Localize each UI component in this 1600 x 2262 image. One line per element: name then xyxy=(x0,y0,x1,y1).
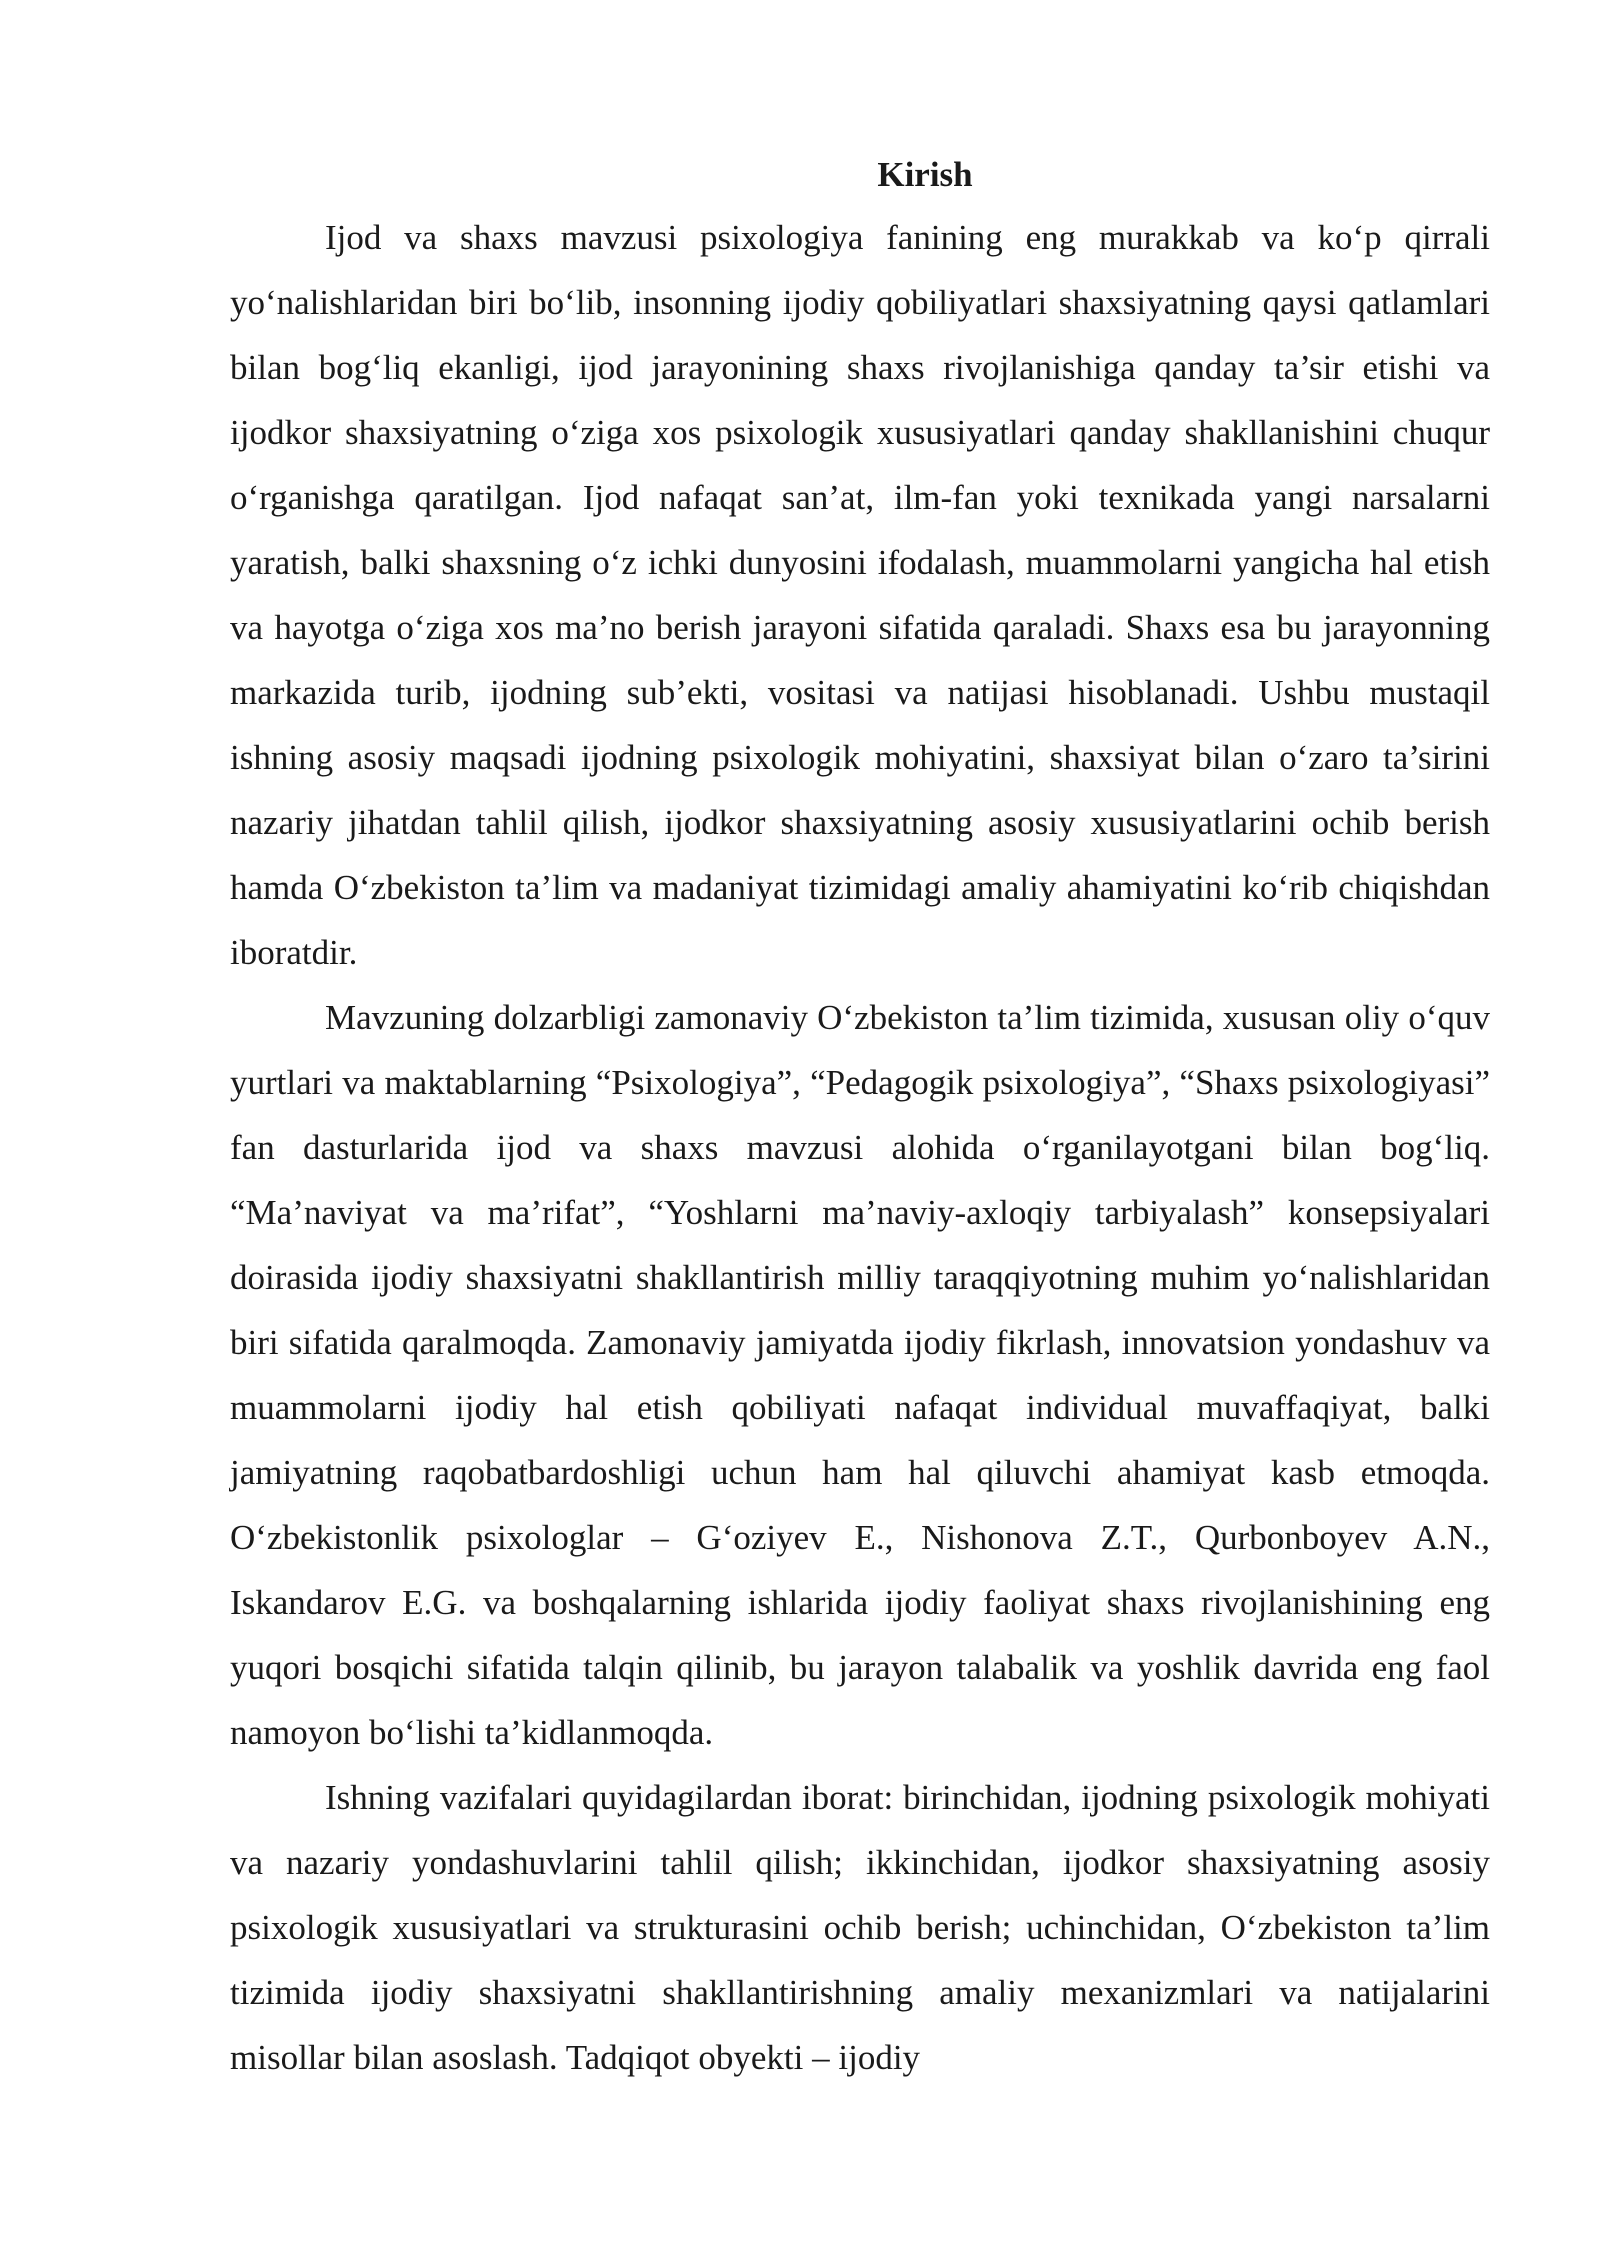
paragraph-2: Mavzuning dolzarbligi zamonaviy O‘zbekiston ta’lim tizimida, xususan oliy o‘quv yurtlari va maktablarning “Psixologiya”, “Pedagogik psixologiya”, “Shaxs psixologiyasi” fan dasturlarida ijod va shaxs mavzusi alohida o‘rganilayotgani bilan bog‘liq. “Ma’naviyat va ma’rifat”, “Yoshlarni ma’naviy-axloqiy tarbiyalash” konsepsiyalari doirasida ijodiy shaxsiyatni shakllantirish milliy taraqqiyotning muhim yo‘nalishlaridan biri sifatida qaralmoqda. Zamonaviy jamiyatda ijodiy fikrlash, innovatsion yondashuv va muammolarni ijodiy hal etish qobiliyati nafaqat individual muvaffaqiyat, balki jamiyatning raqobatbardoshligi uchun ham hal qiluvchi ahamiyat kasb etmoqda. O‘zbekistonlik psixologlar – G‘oziyev E., Nishonova Z.T., Qurbonboyev A.N., Iskandarov E.G. va boshqalarning ishlarida ijodiy faoliyat shaxs rivojlanishining eng yuqori bosqichi sifatida talqin qilinib, bu jarayon talabalik va yoshlik davrida eng faol namoyon bo‘lishi ta’kidlanmoqda. xyxy=(230,998,1490,1752)
section-title: Kirish xyxy=(877,155,973,194)
paragraph-3: Ishning vazifalari quyidagilardan iborat: birinchidan, ijodning psixologik mohiyati va nazariy yondashuvlarini tahlil qilish; ikkinchidan, ijodkor shaxsiyatning asosiy psixologik xususiyatlari va strukturasini ochib berish; uchinchidan, O‘zbekiston ta’lim tizimida ijodiy shaxsiyatni shakllantirishning amaliy mexanizmlari va natijalarini misollar bilan asoslash. Tadqiqot obyekti – ijodiy xyxy=(230,1778,1490,2077)
document-body xyxy=(230,145,1490,2090)
paragraph-1: Ijod va shaxs mavzusi psixologiya fanining eng murakkab va ko‘p qirrali yo‘nalishlaridan biri bo‘lib, insonning ijodiy qobiliyatlari shaxsiyatning qaysi qatlamlari bilan bog‘liq ekanligi, ijod jarayonining shaxs rivojlanishiga qanday ta’sir etishi va ijodkor shaxsiyatning o‘ziga xos psixologik xususiyatlari qanday shakllanishini chuqur o‘rganishga qaratilgan. Ijod nafaqat san’at, ilm-fan yoki texnikada yangi narsalarni yaratish, balki shaxsning o‘z ichki dunyosini ifodalash, muammolarni yangicha hal etish va hayotga o‘ziga xos ma’no berish jarayoni sifatida qaraladi. Shaxs esa bu jarayonning markazida turib, ijodning sub’ekti, vositasi va natijasi hisoblanadi. Ushbu mustaqil ishning asosiy maqsadi ijodning psixologik mohiyatini, shaxsiyat bilan o‘zaro ta’sirini nazariy jihatdan tahlil qilish, ijodkor shaxsiyatning asosiy xususiyatlarini ochib berish hamda O‘zbekiston ta’lim va madaniyat tizimidagi amaliy ahamiyatini ko‘rib chiqishdan iboratdir. xyxy=(230,218,1490,972)
